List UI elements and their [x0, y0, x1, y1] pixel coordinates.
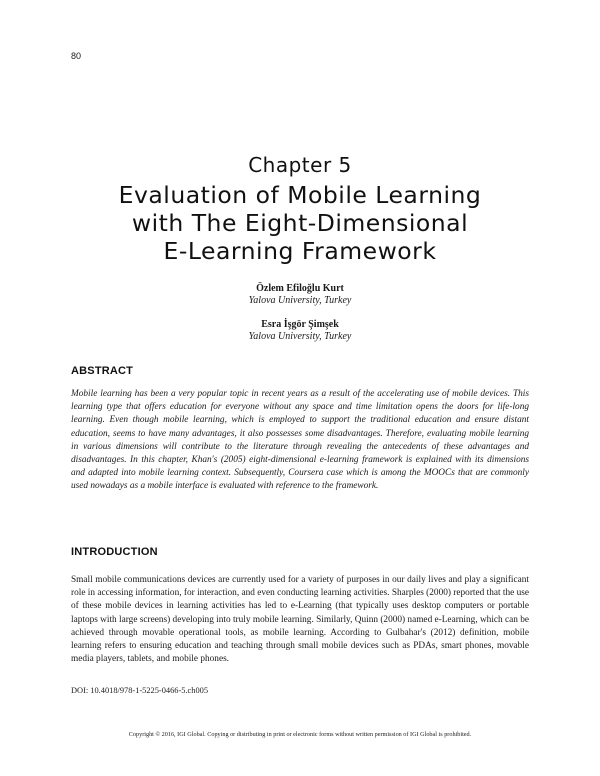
- chapter-title: [60, 181, 540, 265]
- abstract-heading: ABSTRACT: [71, 365, 134, 377]
- abstract-text: Mobile learning has been a very popular topic in recent years as a result of the accelerating use of mobile devices. This learning type that offers education for everyone without any space and time limitation opens the doors for life-long learning. Even though mobile learning, which is employed to support the traditional education and ensure distant education, seems to have many advantages, it also possesses some disadvantages. Therefore, evaluating mobile learning in various dimensions will contribute to the literature through revealing the antecedents of these advantages and disadvantages. In this chapter, Khan's (2005) eight-dimensional e-learning framework is explained with its dimensions and adapted into mobile learning context. Subsequently, Coursera case which is among the MOOCs that are commonly used nowadays as a mobile interface is evaluated with reference to the framework.: [71, 389, 529, 492]
- copyright-notice: Copyright © 2016, IGI Global. Copying or distributing in print or electronic forms without written permission of IGI Global is prohibited.: [128, 731, 472, 738]
- author-affiliation: Yalova University, Turkey: [248, 331, 352, 342]
- chapter-title-line: with The Eight-Dimensional: [131, 209, 469, 237]
- chapter-title-line: E-Learning Framework: [163, 237, 437, 265]
- author-affiliation: Yalova University, Turkey: [248, 295, 352, 306]
- author-name: Özlem Efiloğlu Kurt: [256, 283, 344, 294]
- author-block: [0, 319, 600, 343]
- author-name: Esra İşgör Şimşek: [261, 319, 339, 330]
- doi: DOI: 10.4018/978-1-5225-0466-5.ch005: [71, 686, 209, 695]
- chapter-title-line: Evaluation of Mobile Learning: [118, 181, 482, 209]
- introduction-heading: INTRODUCTION: [71, 546, 158, 558]
- chapter-label: Chapter 5: [248, 153, 352, 177]
- introduction-text: Small mobile communications devices are currently used for a variety of purposes in our daily lives and play a significant role in accessing information, for interaction, and even conducting learning activities. Sharples (2000) reported that the use of these mobile devices in learning activities has led to e-Learning (that typically uses desktop computers or portable laptops with large screens) developing into truly mobile learning. Similarly, Quinn (2000) named e-Learning, which can be achieved through movable operational tools, as mobile learning. According to Gulbahar's (2012) definition, mobile learning refers to ensuring education and teaching through small mobile devices such as PDAs, smart phones, movable media players, tablets, and mobile phones.: [71, 575, 530, 665]
- page-number: 80: [71, 51, 82, 61]
- author-block: [0, 283, 600, 307]
